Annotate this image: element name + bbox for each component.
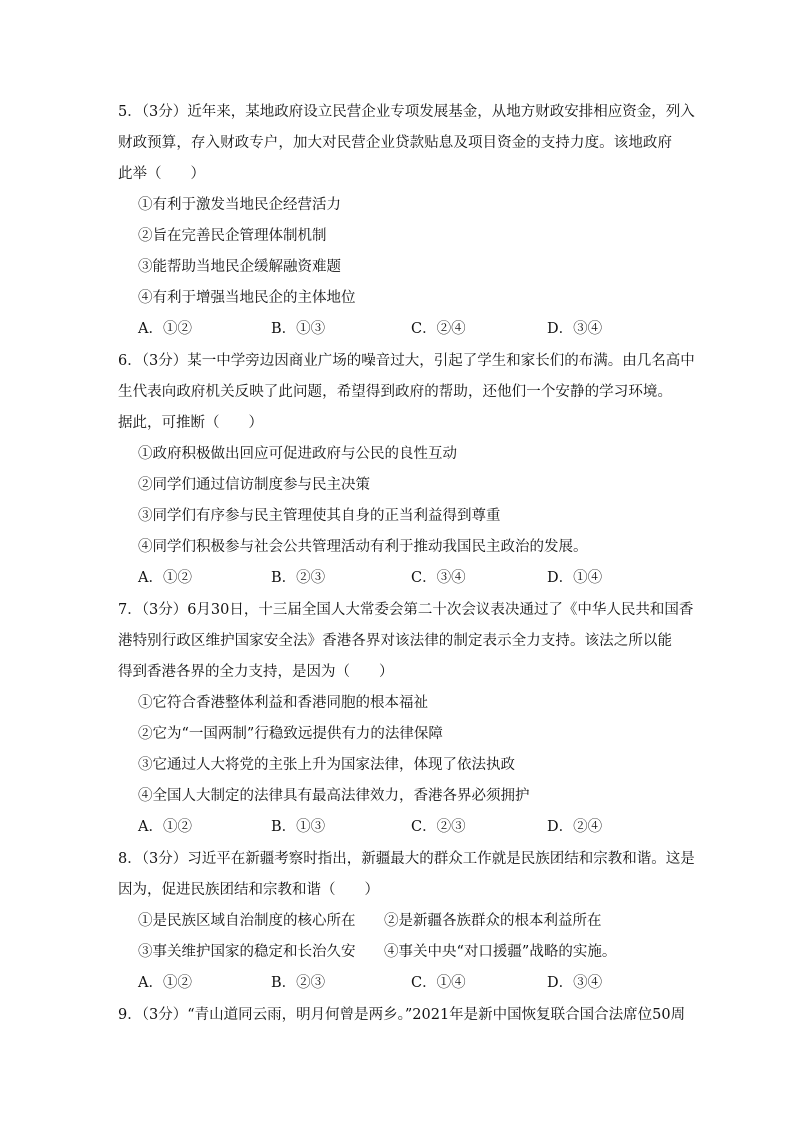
q6-statement-4: ④同学们积极参与社会公共管理活动有利于推动我国民主政治的发展。: [138, 539, 588, 555]
q5-option-d[interactable]: D．③④: [547, 321, 603, 337]
q7-option-b[interactable]: B．①③: [271, 819, 326, 835]
q8-option-a[interactable]: A．①②: [138, 975, 192, 991]
q5-stem-line-2: 财政预算，存入财政专户，加大对民营企业贷款贴息及项目资金的支持力度。该地政府: [118, 135, 672, 151]
q8-statement-1: ①是民族区域自治制度的核心所在: [138, 913, 356, 929]
q7-option-c[interactable]: C．②③: [411, 819, 466, 835]
q8-stem-line-1: 8．（3分）习近平在新疆考察时指出，新疆最大的群众工作就是民族团结和宗教和谐。这是: [118, 851, 695, 867]
q7-option-d[interactable]: D．②④: [547, 819, 603, 835]
q6-stem-line-3: 据此，可推断（ ）: [118, 415, 263, 431]
q6-statement-3: ③同学们有序参与民主管理使其自身的正当利益得到尊重: [138, 508, 501, 524]
q5-statement-3: ③能帮助当地民企缓解融资难题: [138, 259, 341, 275]
q5-statement-2: ②旨在完善民企管理体制机制: [138, 228, 327, 244]
q7-stem-line-1: 7．（3分）6月30日，十三届全国人大常委会第二十次会议表决通过了《中华人民共和国香: [118, 602, 694, 618]
q7-statement-4: ④全国人大制定的法律具有最高法律效力，香港各界必须拥护: [138, 788, 530, 804]
q6-stem-line-2: 生代表向政府机关反映了此问题，希望得到政府的帮助，还他们一个安静的学习环境。: [118, 384, 672, 400]
q8-option-c[interactable]: C．①④: [411, 975, 466, 991]
q7-option-a[interactable]: A．①②: [138, 819, 192, 835]
q8-option-d[interactable]: D．③④: [547, 975, 603, 991]
q8-statement-4: ④事关中央“对口援疆”战略的实施。: [384, 944, 617, 960]
q5-option-c[interactable]: C．②④: [411, 321, 466, 337]
q6-stem-line-1: 6．（3分）某一中学旁边因商业广场的噪音过大，引起了学生和家长们的布满。由几名高中: [118, 353, 695, 369]
q8-stem-line-2: 因为，促进民族团结和宗教和谐（ ）: [118, 882, 379, 898]
q7-stem-line-3: 得到香港各界的全力支持，是因为（ ）: [118, 664, 394, 680]
q5-option-b[interactable]: B．①③: [271, 321, 326, 337]
q8-statement-2: ②是新疆各族群众的根本利益所在: [384, 913, 602, 929]
q6-statement-1: ①政府积极做出回应可促进政府与公民的良性互动: [138, 446, 457, 462]
q8-option-b[interactable]: B．②③: [271, 975, 326, 991]
q5-stem-line-1: 5．（3分）近年来，某地政府设立民营企业专项发展基金，从地方财政安排相应资金，列入: [118, 104, 695, 120]
q7-stem-line-2: 港特别行政区维护国家安全法》香港各界对该法律的制定表示全力支持。该法之所以能: [118, 633, 672, 649]
q5-statement-1: ①有利于激发当地民企经营活力: [138, 197, 341, 213]
q7-statement-3: ③它通过人大将党的主张上升为国家法律，体现了依法执政: [138, 757, 515, 773]
q5-stem-line-3: 此举（ ）: [118, 166, 205, 182]
q6-option-b[interactable]: B．②③: [271, 570, 326, 586]
q5-option-a[interactable]: A．①②: [138, 321, 192, 337]
q8-statement-3: ③事关维护国家的稳定和长治久安: [138, 944, 356, 960]
q7-statement-2: ②它为“一国两制”行稳致远提供有力的法律保障: [138, 726, 443, 742]
q6-option-a[interactable]: A．①②: [138, 570, 192, 586]
q6-statement-2: ②同学们通过信访制度参与民主决策: [138, 477, 370, 493]
q7-statement-1: ①它符合香港整体利益和香港同胞的根本福祉: [138, 695, 428, 711]
q6-option-c[interactable]: C．③④: [411, 570, 466, 586]
q6-option-d[interactable]: D．①④: [547, 570, 603, 586]
q9-stem-line-1: 9．（3分）“青山道同云雨，明月何曾是两乡。”2021年是新中国恢复联合国合法席位50周: [118, 1007, 686, 1023]
q5-statement-4: ④有利于增强当地民企的主体地位: [138, 290, 356, 306]
